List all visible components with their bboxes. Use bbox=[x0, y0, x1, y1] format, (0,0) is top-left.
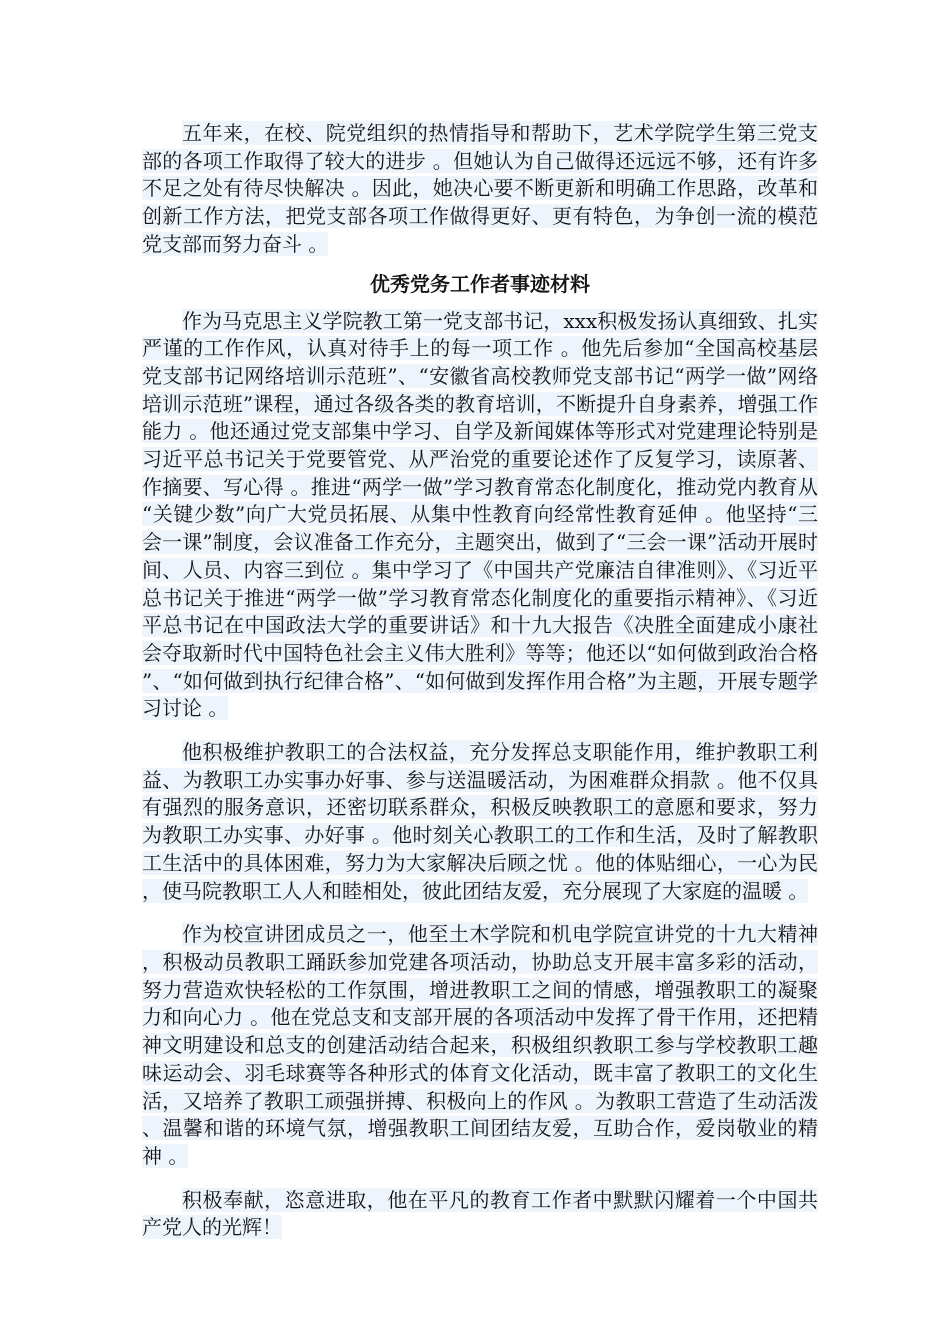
paragraph-3-text: 作为校宣讲团成员之一，他至土木学院和机电学院宣讲党的十九大精神，积极动员教职工踊跃参加党建各项活动，协助总支开展丰富多彩的活动，努力营造欢快轻松的工作氛围，增进教职工之间的情感，增强教职工的凝聚力和向心力 。他在党总支和支部开展的各项活动中发挥了骨干作用，还把精神文明建设和总支的创建活动结合起来，积极组织教职工参与学校教职工趣味运动会、羽毛球赛等各种形式的体育文化活动，既丰富了教职工的文化生活，又培养了教职工顽强拼搏、积极向上的作风 。为教职工营造了生动活泼、温馨和谐的环境气氛，增强教职工间团结友爱，互助合作，爱岗敬业的精神 。 bbox=[142, 922, 818, 1168]
paragraph-4-text: 积极奉献，恣意进取，他在平凡的教育工作者中默默闪耀着一个中国共产党人的光辉！ bbox=[142, 1187, 818, 1240]
paragraph-spacer bbox=[142, 1171, 818, 1187]
paragraph-spacer bbox=[142, 905, 818, 921]
document-title: 优秀党务工作者事迹材料 bbox=[370, 271, 590, 296]
paragraph-2-text: 他积极维护教职工的合法权益，充分发挥总支职能作用，维护教职工利益、为教职工办实事办好事、参与送温暖活动，为困难群众捐款 。他不仅具有强烈的服务意识，还密切联系群众，积极反映教职工的意愿和要求，努力为教职工办实事、办好事 。他时刻关心教职工的工作和生活，及时了解教职工生活中的具体困难，努力为大家解决后顾之忧 。他的体贴细心，一心为民，使马院教职工人人和睦相处，彼此团结友爱，充分展现了大家庭的温暖 。 bbox=[142, 740, 818, 903]
paragraph-spacer bbox=[142, 723, 818, 739]
paragraph-1-text: 作为马克思主义学院教工第一党支部书记，xxx积极发扬认真细致、扎实严谨的工作作风，认真对待手上的每一项工作 。他先后参加“全国高校基层党支部书记网络培训示范班”、“安徽省高校教师党支部书记“两学一做”网络培训示范班”课程，通过各级各类的教育培训，不断提升自身素养，增强工作能力 。他还通过党支部集中学习、自学及新闻媒体等形式对党建理论特别是习近平总书记关于党要管党、从严治党的重要论述作了反复学习，读原著、作摘要、写心得 。推进“两学一做”学习教育常态化制度化，推动党内教育从“关键少数”向广大党员拓展、从集中性教育向经常性教育延伸 。他坚持“三会一课”制度，会议准备工作充分，主题突出，做到了“三会一课”活动开展时间、人员、内容三到位 。集中学习了《中国共产党廉洁自律准则》、《习近平总书记关于推进“两学一做”学习教育常态化制度化的重要指示精神》、《习近平总书记在中国政法大学的重要讲话》和十九大报告《决胜全面建成小康社会夺取新时代中国特色社会主义伟大胜利》等等；他还以“如何做到政治合格”、“如何做到执行纪律合格”、“如何做到发挥作用合格”为主题，开展专题学习讨论 。 bbox=[142, 308, 818, 721]
intro-paragraph-text: 五年来，在校、院党组织的热情指导和帮助下，艺术学院学生第三党支部的各项工作取得了较大的进步 。但她认为自己做得还远远不够，还有许多不足之处有待尽快解决 。因此，她决心要不断更新和明确工作思路，改革和创新工作方法，把党支部各项工作做得更好、更有特色，为争创一流的模范党支部而努力奋斗 。 bbox=[142, 121, 818, 256]
document-body bbox=[142, 120, 818, 1242]
paragraph-2 bbox=[142, 739, 818, 905]
paragraph-4 bbox=[142, 1187, 818, 1242]
intro-paragraph bbox=[142, 120, 818, 259]
paragraph-3 bbox=[142, 921, 818, 1170]
paragraph-1 bbox=[142, 308, 818, 724]
